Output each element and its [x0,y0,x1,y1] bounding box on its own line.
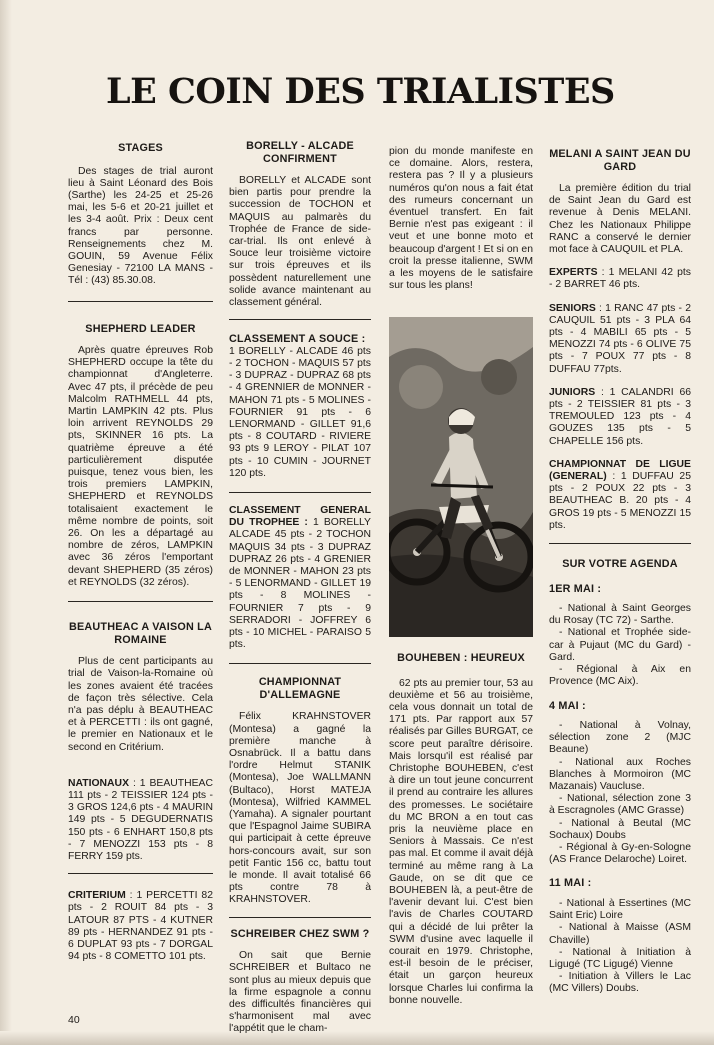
divider [229,917,371,918]
ligue-label: CHAMPIONNAT DE LIGUE (GENERAL) [549,458,691,483]
borelly-text: BORELLY et ALCADE sont bien partis pour prendre la succession de TOCHON et MAQUIS au palmarès du Trophée de France de side-car-trial. Ils ont enlevé à Souce leur troisième victoire sur trois épreuves et ils possèdent naturellement une solide avance maintenant au classement général. [229,175,371,309]
divider [68,301,213,302]
agenda-date-2: 4 MAI : [549,699,586,712]
column-3 [389,140,533,292]
agenda-date-1: 1ER MAI : [549,582,602,595]
agenda-item: - National à Saint Georges du Rosay (TC 72) - Sarthe. [549,603,691,627]
trial-rider-photo [389,317,533,637]
divider [68,601,213,602]
experts-label: EXPERTS [549,267,598,279]
beautheac-heading: BEAUTHEAC A VAISON LA ROMAINE [69,621,212,646]
nationaux-text: : 1 BEAUTHEAC 111 pts - 2 TEISSIER 124 pts - 3 GROS 124,6 pts - 4 MAURIN 149 pts - 5 DEGUDERNATIS 150 pts - 6 ENHART 150,8 pts - 7 MENOZZI 153 pts - 8 FERRY 159 pts. [68,777,213,862]
column-2 [229,140,371,1036]
divider [549,543,691,544]
souce-text: 1 BORELLY - ALCADE 46 pts - 2 TOCHON - MAQUIS 57 pts - 3 DUPRAZ - DUPRAZ 68 pts - 4 GRENNIER de MONNER - MAHON 71 pts - 5 MOLINES - FOURNIER 91 pts - 6 LENORMAND - GILLET 91,6 pts - 8 COUTARD - RIVIERE 93 pts 9 LEROY - PILAT 107 pts - 10 CUMIN - JOURNET 120 pts. [229,345,371,479]
column-1 [68,140,213,963]
schreiber-heading: SCHREIBER CHEZ SWM ? [230,927,370,940]
column-4 [549,140,691,996]
agenda-item: - National à Maisse (ASM Chaville) [549,922,691,946]
experts-results [549,267,691,291]
nationaux-label: NATIONAUX [68,777,129,789]
experts-text: : 1 MELANI 42 pts - 2 BARRET 46 pts. [549,267,691,291]
melani-heading: MELANI A SAINT JEAN DU GARD [549,148,691,173]
page-title: LE COIN DES TRIALISTES [106,71,615,112]
agenda-item: - National à Beutal (MC Sochaux) Doubs [549,817,691,841]
allemagne-text: Félix KRAHNSTOVER (Montesa) a gagné la première manche à Osnabrück. Il a battu dans l'ordre Helmut STANIK (Montesa), Joe WALLMANN (Bultaco), Horst MATEJA (Montesa), Wilfried KAMMEL (Yamaha). A signaler pourtant que l'Espagnol Jaime SUBIRA qui participait à cette épreuve hors-concours avait, sur son petit Fantic 156 cc, battu tout le monde. Il avait totalisé 66 pts contre 78 à KRAHNSTOVER. [229,711,371,906]
bouheben-text: 62 pts au premier tour, 53 au deuxième et 56 au troisième, cela vous donnait un total de 171 pts. Par rapport aux 57 réalisés par Gilles BURGAT, ce score peut paraître dérisoire. Mais lorsqu'il est réalisé par Christophe BOUHEBEN, c'est à dire un tout jeune concurrent il prend au contraire les allures des promesses. Le sociétaire du MC BRON a en tout cas pris la neuvième place en Seniors à Massais. Ce n'est pas mal. Et comme il avait déjà terminé au même rang à La Gaude, on se dit que ce BOUHEBEN là, a peut-être de l'avenir devant lui. C'est bien l'avis de Charles COUTARD qui a décidé de lui prêter la SWM d'usine avec laquelle il courait en 1979. Christophe, est-il besoin de le préciser, était un garçon heureux lorsque Charles lui confirma la bonne nouvelle. [389,677,533,1006]
agenda-item: - National à Volnay, sélection zone 2 (MJC Beaune) [549,720,691,756]
ligue-results [549,459,691,532]
seniors-results [549,303,691,376]
agenda-item: - Initiation à Villers le Lac (MC Villers) Doubs. [549,971,691,995]
stages-text: Des stages de trial auront lieu à Saint Léonard des Bois (Sarthe) les 24-25 et 25-26 mai, les 5-6 et 20-21 juillet et les 3-4 août. Prix : Deux cent francs par personne. Renseignements chez M. GOUIN, 59 Avenue Félix Genesiay - 72100 LA MANS - Tél : (43) 85.30.08. [68,165,213,287]
criterium-results [68,890,213,963]
beautheac-text: Plus de cent participants au trial de Vaison-la-Romaine où les zones avaient été tracées de façon très sélective. Cela n'a pas déplu à BEAUTHEAC et à PERCETTI : ils ont gagné, le premier en Nationaux et le second en Critérium. [68,656,213,753]
schreiber-continued-text: pion du monde manifeste en ce domaine. Alors, restera, restera pas ? Il y a plusieurs numéros qu'on nous a fait état des rumeurs concernant un éventuel transfert. En fait Bernie n'est pas exigeant : il veut et une bonne moto et beaucoup d'argent ! Et si on en croit la presse italienne, SWM a les moyens de le satisfaire sur tous les plans! [389,146,533,292]
agenda-date-3: 11 MAI : [549,877,592,890]
page-number: 40 [68,1014,80,1026]
agenda-item: - Régional à Gy-en-Sologne (AS France Delaroche) Loiret. [549,842,691,866]
general-results [229,505,371,651]
divider [229,492,371,493]
seniors-text: : 1 RANC 47 pts - 2 CAUQUIL 51 pts - 3 PLA 64 pts - 4 MABILI 65 pts - 5 MENOZZI 74 pts - 6 OLIVE 75 pts - 7 POUX 77 pts - 8 DUFFAU 77pts. [549,302,691,375]
agenda-item: - Régional à Aix en Provence (MC Aix). [549,664,691,688]
schreiber-text: On sait que Bernie SCHREIBER et Bultaco ne sont plus au mieux depuis que la firme espagnole a connu des difficultés financières qui s'harmonisent mal avec l'appétit que le cham- [229,950,371,1035]
agenda-item: - National à Initiation à Ligugé (TC Ligugé) Vienne [549,946,691,970]
divider [229,319,371,320]
divider [68,873,213,874]
nationaux-results [68,778,213,863]
borelly-heading: BORELLY - ALCADE CONFIRMENT [246,140,354,165]
criterium-label: CRITERIUM [68,890,126,902]
juniors-text: : 1 CALANDRI 66 pts - 2 TEISSIER 81 pts - 3 TREMOULED 123 pts - 4 GOUZES 135 pts - 5 CHAPELLE 156 pts. [549,386,691,447]
seniors-label: SENIORS [549,302,596,314]
general-text: 1 BORELLY ALCADE 45 pts - 2 TOCHON MAQUIS 34 pts - 3 DUPRAZ DUPRAZ 26 pts - 4 GRENIER de MONNER - MAHON 23 pts - 5 LENORMAND - GILLET 19 pts - 8 MOLINES - FOURNIER 7 pts - 9 SERRADORI - JOFFREY 6 pts - 10 MICHEL - PARAISO 5 pts. [229,517,371,651]
general-heading: CLASSEMENT GENERAL DU TROPHEE : [229,504,371,529]
agenda-item: - National, sélection zone 3 à Escragnoles (AMC Grasse) [549,793,691,817]
melani-text: La première édition du trial de Saint Jean du Gard est revenue à Denis MELANI. Chez les Nationaux Philippe RANC a conservé le dernier mot face à CAUQUIL et PLA. [549,183,691,256]
allemagne-heading: CHAMPIONNAT D'ALLEMAGNE [258,676,342,701]
juniors-results [549,387,691,448]
motorcycle-rider-illustration [389,317,533,637]
shepherd-text: Après quatre épreuves Rob SHEPHERD occupe la tête du championnat d'Angleterre. Avec 47 pts, il précède de peu Malcolm RATHMELL 44 pts, Martin LAMPKIN 42 pts. Plus loin arrivent REYNOLDS 29 pts, SKINNER 16 pts. La quatrième épreuve a été particulièrement disputée puisque, tenez vous bien, les trois premiers LAMPKIN, SHEPHERD et REYNOLDS totalisaient exactement le même nombre de points, soit 26. On les a départagé au nombre de zéros, LAMPKIN avec 36 zéros l'emportant devant SHEPHERD (35 zéros) et REYNOLDS (32 zéros). [68,345,213,588]
souce-heading: CLASSEMENT A SOUCE : [229,333,366,346]
agenda-heading: SUR VOTRE AGENDA [562,558,678,571]
divider [229,663,371,664]
agenda-item: - National à Essertines (MC Saint Eric) Loire [549,897,691,922]
page-edge-shadow [0,0,12,1045]
criterium-text: : 1 PERCETTI 82 pts - 2 ROUIT 84 pts - 3 LATOUR 87 PTS - 4 KUTNER 89 pts - HERNANDEZ 91 pts - 6 DUPLAT 93 pts - 7 DORGAL 94 pts - 8 COMETTO 101 pts. [68,890,213,963]
agenda-item: - National et Trophée side-car à Pujaut (MC du Gard) - Gard. [549,627,691,663]
bouheben-heading: BOUHEBEN : HEUREUX [397,652,525,664]
shepherd-heading: SHEPHERD LEADER [85,322,196,335]
bouheben-section [389,652,533,1007]
ligue-text: : 1 DUFFAU 25 pts - 2 POUX 22 pts - 3 BEAUTHEAC B. 20 pts - 4 GROS 19 pts - 5 MENOZZI 15 pts. [549,471,691,531]
agenda-item: - National aux Roches Blanches à Mormoiron (MC Mazanais) Vaucluse. [549,756,691,793]
stages-heading: STAGES [118,142,163,154]
juniors-label: JUNIORS [549,386,596,398]
